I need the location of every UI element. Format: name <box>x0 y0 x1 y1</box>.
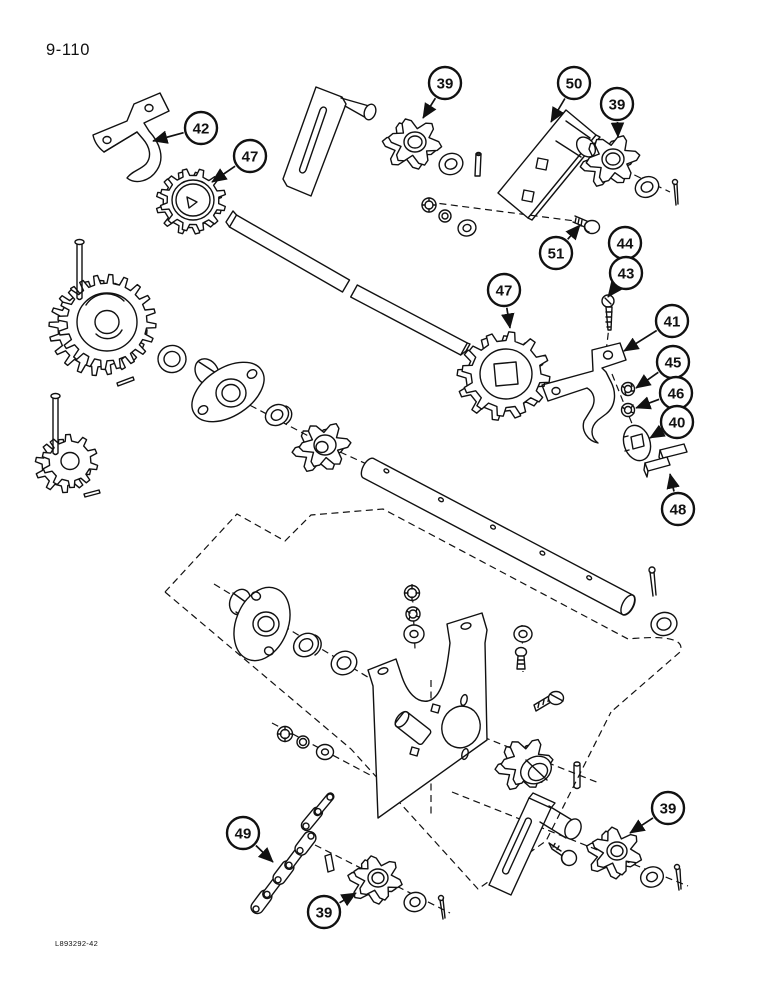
part-hex-bolt <box>534 692 564 712</box>
part-round-shaft <box>361 458 638 617</box>
part-nut-46 <box>622 404 635 417</box>
part-bolt-51 <box>573 216 600 234</box>
callout-number: 50 <box>565 75 583 93</box>
dashed-construction-lines <box>165 170 688 913</box>
part-roll-pin-1 <box>117 377 134 386</box>
callout-39-15 <box>308 893 356 928</box>
callout-arrow <box>153 133 184 141</box>
callout-arrow <box>423 98 435 118</box>
callout-arrow <box>568 225 580 239</box>
callout-arrow <box>256 846 273 863</box>
callout-arrow <box>670 474 674 492</box>
callout-arrow <box>636 399 659 408</box>
callout-43-7 <box>608 257 642 297</box>
callout-number: 47 <box>495 282 513 300</box>
callout-number: 51 <box>547 245 565 263</box>
callout-number: 39 <box>608 96 626 114</box>
part-sprocket-47-top <box>157 169 226 234</box>
image-code: L893292-42 <box>55 939 99 948</box>
part-roller-chain-49 <box>249 829 319 916</box>
part-flanged-bearing-upper <box>181 350 274 434</box>
part-clip-48b <box>644 457 670 477</box>
callout-arrow <box>636 372 658 388</box>
callout-number: 44 <box>616 235 634 253</box>
part-large-gear <box>49 275 156 376</box>
part-slotted-arm-top <box>283 87 378 196</box>
part-seal-washer <box>156 343 188 374</box>
callout-number: 41 <box>663 313 681 331</box>
callout-39-4 <box>601 88 633 137</box>
part-cotter-pin-d <box>649 567 656 596</box>
part-locknut-mid <box>405 586 420 601</box>
callout-number: 43 <box>617 265 635 283</box>
callout-39-2 <box>423 67 461 118</box>
callout-49-14 <box>227 817 273 862</box>
part-washer-i <box>648 610 679 639</box>
part-sprocket-47-center <box>457 332 550 420</box>
part-sprocket-hub <box>495 740 556 790</box>
callout-number: 39 <box>436 75 454 93</box>
callout-arrow <box>212 166 235 182</box>
part-coupler <box>292 424 351 472</box>
callout-42-0 <box>153 112 217 144</box>
part-lockwasher-45 <box>622 383 635 396</box>
callout-number: 45 <box>664 354 682 372</box>
callout-51-5 <box>540 225 580 269</box>
page-number: 9-110 <box>46 41 90 59</box>
part-bracket-42 <box>93 93 169 181</box>
callout-number: 46 <box>667 385 685 403</box>
callout-number: 49 <box>234 825 252 843</box>
callout-number: 47 <box>241 148 259 166</box>
part-disc-40 <box>619 422 655 464</box>
callout-arrow <box>624 331 657 352</box>
part-sprocket-39-top <box>382 119 441 169</box>
part-pin-vertical-1 <box>75 240 84 300</box>
callout-arrow <box>507 308 510 328</box>
part-chain-links-small <box>299 792 335 833</box>
part-bushing-lower <box>289 629 323 662</box>
part-roll-pin-2 <box>84 490 100 497</box>
part-lockwasher-mid <box>406 607 420 621</box>
part-washer-d <box>514 626 532 642</box>
part-locknut-a <box>422 198 436 212</box>
callout-41-9 <box>624 305 688 351</box>
part-bushing-upper <box>262 400 293 429</box>
callout-47-1 <box>212 140 266 182</box>
part-bolt-c <box>549 843 577 866</box>
part-washer-g <box>402 890 428 914</box>
callout-number: 39 <box>315 904 333 922</box>
part-washer-b <box>456 218 478 238</box>
part-sprocket-39-bottom-right <box>587 827 642 879</box>
part-main-plate <box>368 613 487 818</box>
part-pin-a <box>475 153 481 177</box>
part-washer-f <box>317 745 334 760</box>
part-slotted-arm-bottom <box>489 793 584 895</box>
part-washer-c <box>632 173 662 201</box>
part-bolt-small <box>516 648 527 670</box>
part-nut-d <box>278 727 293 742</box>
part-cotter-pin-c <box>675 865 682 891</box>
callout-48-13 <box>662 474 694 525</box>
callout-number: 48 <box>669 501 687 519</box>
part-washer-e <box>327 647 360 679</box>
part-square-bar <box>226 211 470 355</box>
callout-number: 39 <box>659 800 677 818</box>
callout-arrow <box>630 818 653 833</box>
callout-number: 40 <box>668 414 686 432</box>
callout-arrow <box>340 893 357 903</box>
part-screw-43 <box>602 295 614 330</box>
callout-39-16 <box>630 792 684 833</box>
part-pin-small <box>325 854 334 872</box>
part-cotter-pin-a <box>673 180 679 206</box>
part-fork-bracket-41 <box>542 343 626 443</box>
part-nut-a <box>439 210 451 222</box>
callout-arrow <box>618 122 619 137</box>
part-slotted-plate-50 <box>498 110 600 220</box>
callout-44-6 <box>609 227 641 259</box>
part-sprocket-39-bottom-left <box>348 856 402 904</box>
part-flanged-bearing-lower <box>224 579 301 669</box>
callout-number: 42 <box>192 120 210 138</box>
part-washer-h <box>638 864 666 891</box>
part-washer-a <box>436 150 466 178</box>
part-washer-mid <box>404 625 424 643</box>
callout-40-12 <box>650 406 693 438</box>
callout-47-8 <box>488 274 520 328</box>
part-nut-e <box>297 736 309 748</box>
part-small-gear <box>35 434 97 492</box>
callout-arrow <box>650 431 662 438</box>
